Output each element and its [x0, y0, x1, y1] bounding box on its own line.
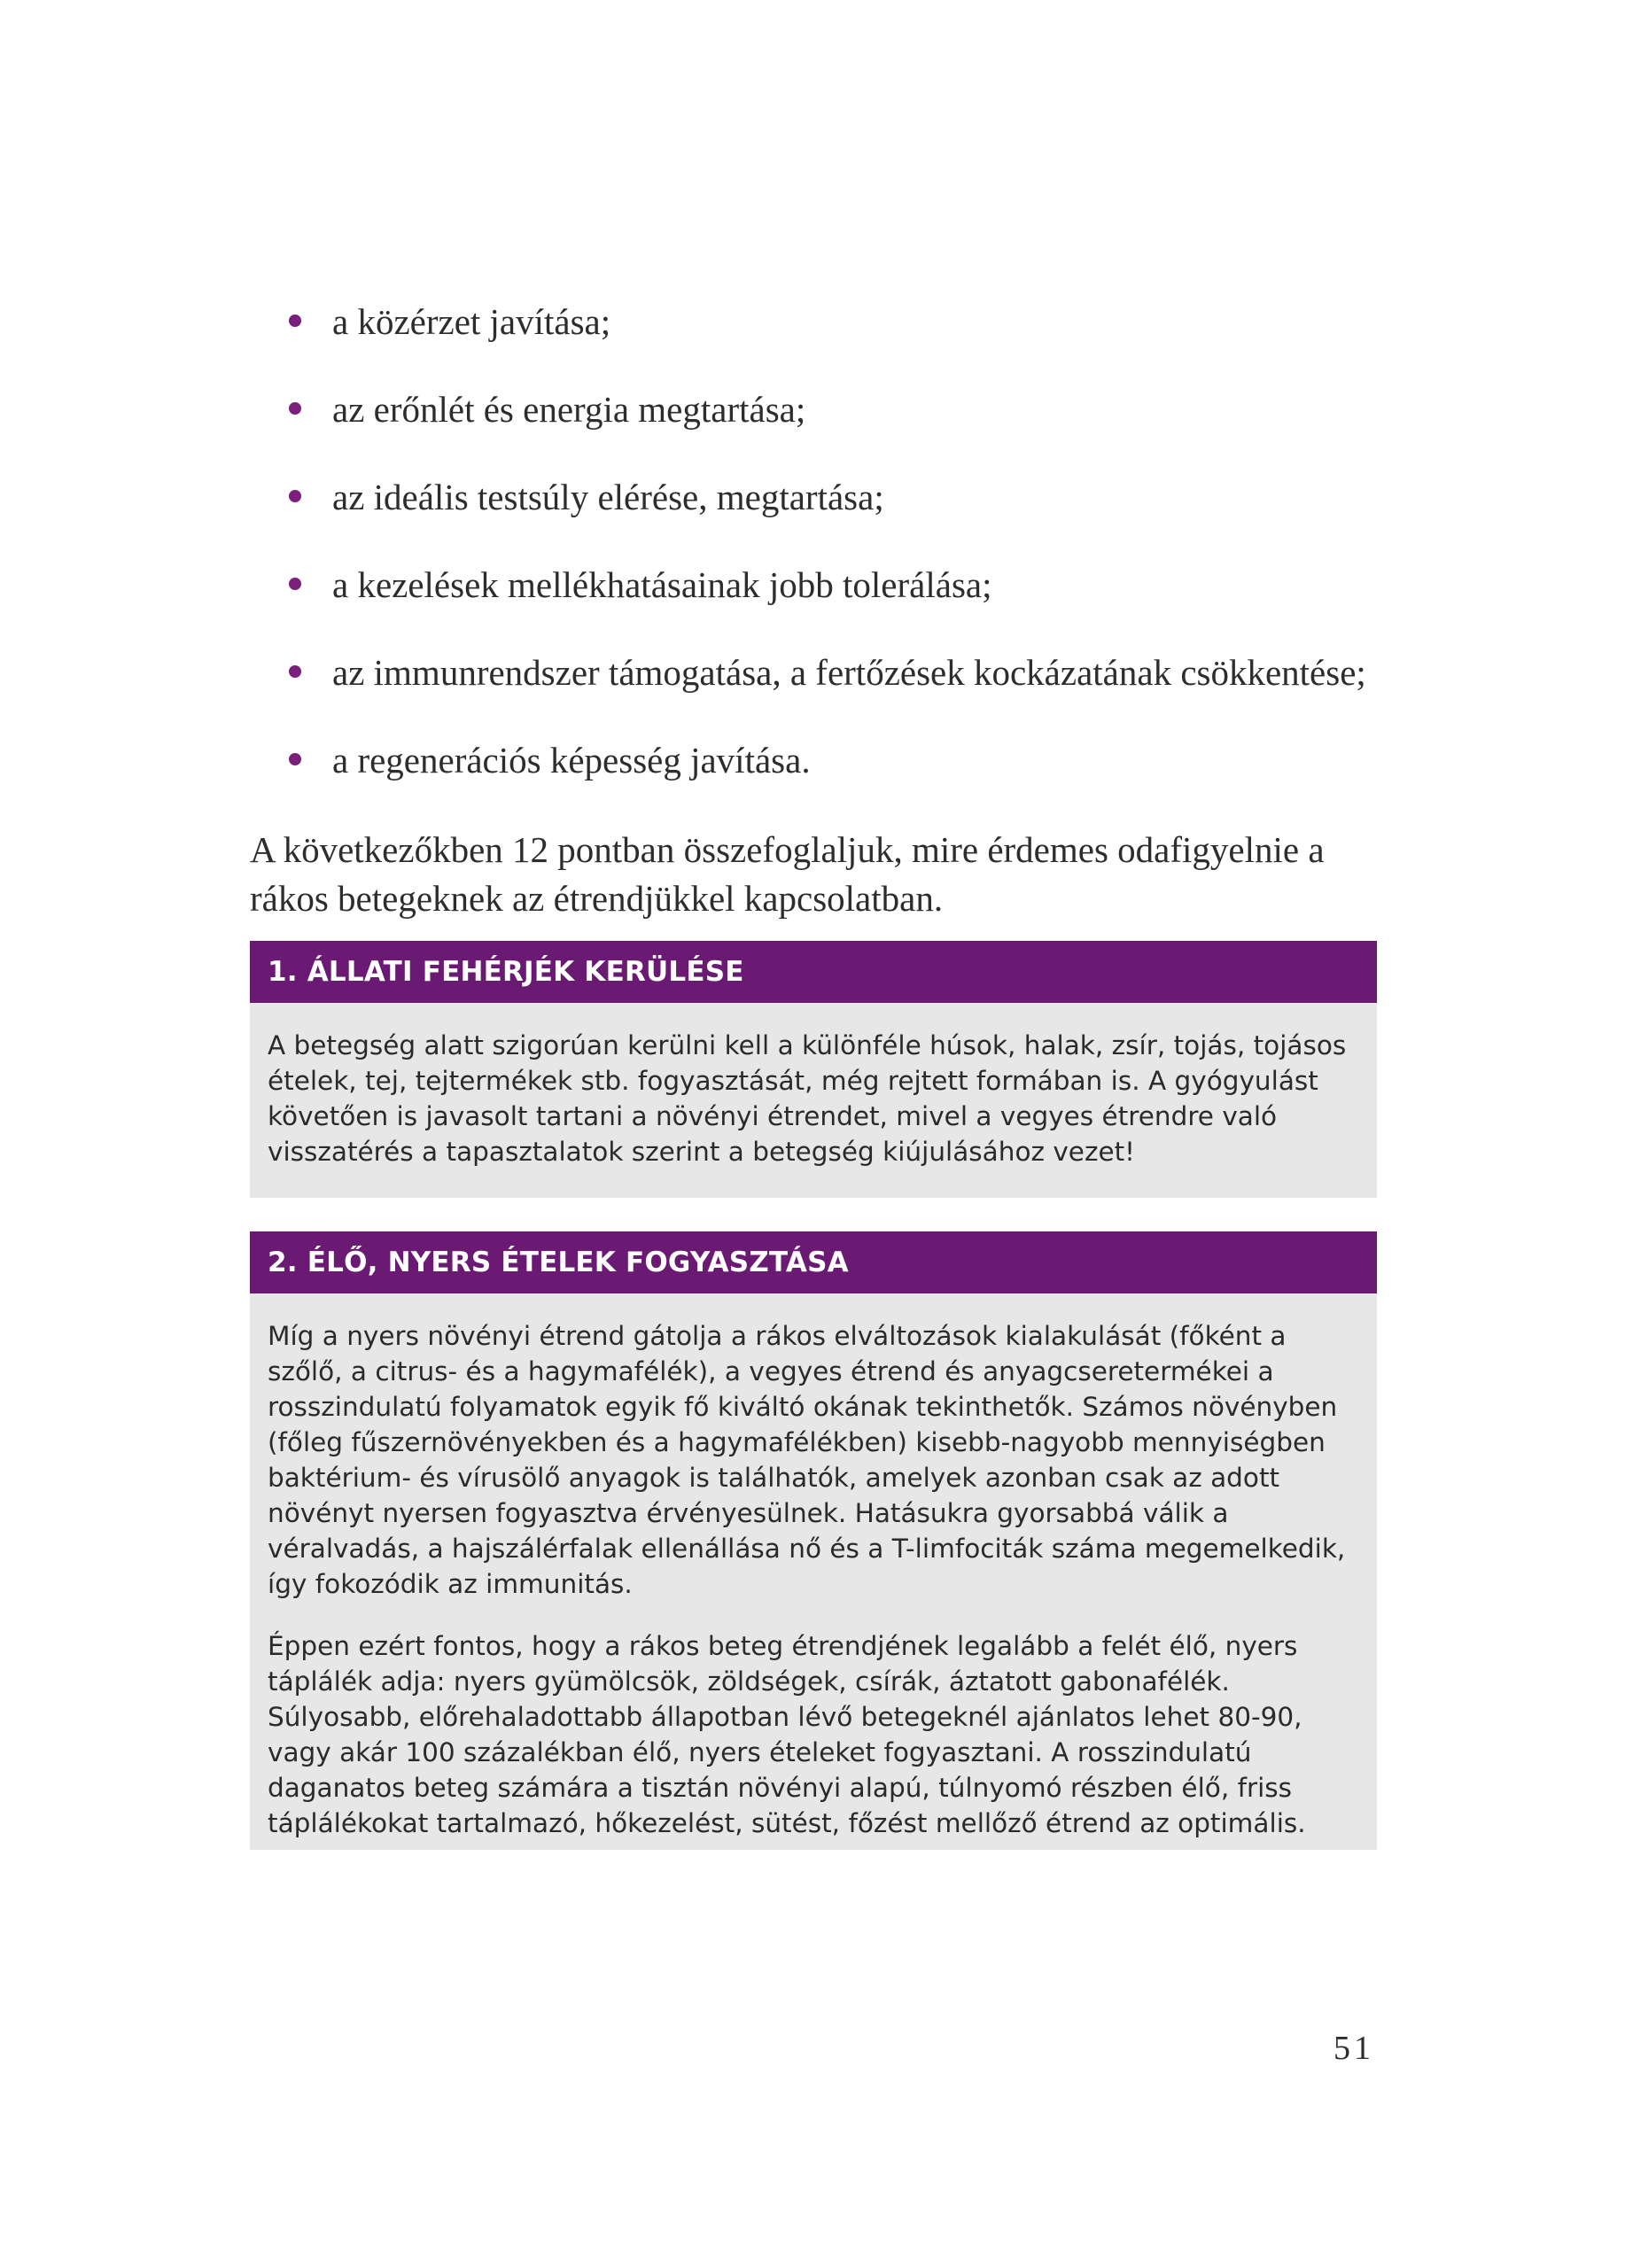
section-body	[250, 1293, 1377, 1864]
bullet-icon	[289, 578, 301, 590]
section-body	[250, 1003, 1377, 1192]
section-box-animal-proteins	[250, 941, 1377, 1198]
bullet-icon	[289, 753, 301, 765]
list-item	[282, 384, 1398, 472]
list-item	[282, 297, 1398, 384]
section-paragraph: Míg a nyers növényi étrend gátolja a rákos elváltozások kialakulását (főként a szőlő, a citrus- és a hagymafélék), a vegyes étrend és anyagcseretermékei a rosszindulatú folyamatok egyik fő kiváltó okának tekinthetők. Számos növényben (főleg fűszernövényekben és a hagymafélékben) kisebb-nagyobb mennyiségben baktérium- és vírusölő anyagok is találhatók, amelyek azonban csak az adott növényt nyersen fogyasztva érvényesülnek. Hatásukra gyorsabbá válik a véralvadás, a hajszálérfalak ellenállása nő és a T-limfociták száma megemelkedik, így fokozódik az immunitás.	[268, 1321, 1346, 1599]
section-box-raw-foods	[250, 1231, 1377, 1850]
list-item-text: az erőnlét és energia megtartása;	[332, 389, 806, 430]
goals-bullet-list	[282, 297, 1398, 823]
list-item-text: a közérzet javítása;	[332, 301, 611, 342]
list-item	[282, 648, 1398, 735]
section-title: 2. ÉLŐ, NYERS ÉTELEK FOGYASZTÁSA	[250, 1231, 1377, 1293]
list-item	[282, 735, 1398, 823]
list-item-text: a regenerációs képesség javítása.	[332, 740, 811, 781]
list-item-text: az immunrendszer támogatása, a fertőzések kockázatának csökkentése;	[332, 652, 1366, 693]
section-paragraph: A betegség alatt szigorúan kerülni kell a különféle húsok, halak, zsír, tojás, tojásos ételek, tej, tejtermékek stb. fogyasztását, még rejtett formában is. A gyógyulást követően is javasolt tartani a növényi étrendet, mivel a vegyes étrendre való visszatérés a tapasztalatok szerint a betegség kiújulásához vezet!	[268, 1030, 1347, 1167]
section-title: 1. ÁLLATI FEHÉRJÉK KERÜLÉSE	[250, 941, 1377, 1003]
bullet-icon	[289, 315, 301, 327]
list-item-text: a kezelések mellékhatásainak jobb tolerálása;	[332, 564, 992, 605]
list-item	[282, 560, 1398, 648]
intro-paragraph: A következőkben 12 pontban összefoglaljuk, mire érdemes odafigyelnie a rákos betegeknek az étrendjükkel kapcsolatban.	[250, 829, 1325, 919]
bullet-icon	[289, 665, 301, 678]
bullet-icon	[289, 402, 301, 415]
bullet-icon	[289, 490, 301, 502]
section-paragraph: Éppen ezért fontos, hogy a rákos beteg étrendjének legalább a felét élő, nyers táplálék adja: nyers gyümölcsök, zöldségek, csírák, áztatott gabonafélék. Súlyosabb, előrehaladottabb állapotban lévő betegeknél ajánlatos lehet 80-90, vagy akár 100 százalékban élő, nyers ételeket fogyasztani. A rosszindulatú daganatos beteg számára a tisztán növényi alapú, túlnyomó részben élő, friss táplálékokat tartalmazó, hőkezelést, sütést, főzést mellőző étrend az optimális.	[268, 1631, 1306, 1838]
list-item	[282, 472, 1398, 560]
list-item-text: az ideális testsúly elérése, megtartása;	[332, 477, 884, 517]
page-number: 51	[1333, 2030, 1374, 2067]
